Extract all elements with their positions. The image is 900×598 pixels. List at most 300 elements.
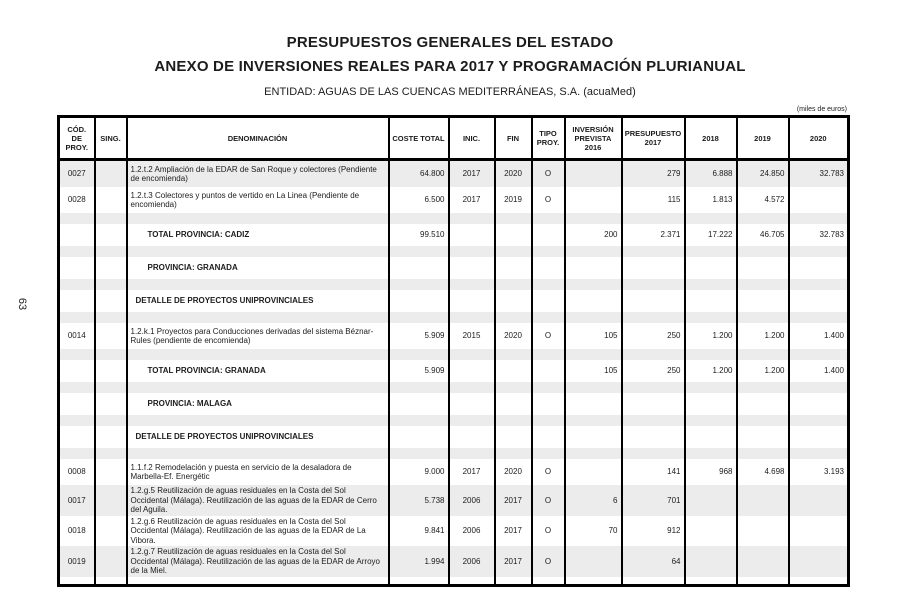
cell-denominacion: 1.1.f.2 Remodelación y puesta en servicio de la desaladora de Marbella-Ef. Energétic [127,459,389,485]
cell-cod-proy [59,448,95,459]
cell-fin: 2017 [495,485,532,516]
cell-coste-total [389,257,449,279]
cell-cod-proy [59,279,95,290]
cell-2020 [789,393,849,415]
cell-2018 [685,393,737,415]
cell-cod-proy [59,224,95,246]
cell-2019: 24.850 [737,160,789,188]
cell-inversion-2016 [565,187,622,213]
table-row [59,459,849,485]
cell-denominacion [127,312,389,323]
cell-presupuesto-2017 [622,312,685,323]
cell-inic: 2006 [449,485,495,516]
cell-tipo-proy [532,290,565,312]
cell-tipo-proy: O [532,516,565,547]
cell-denominacion: 1.2.g.7 Reutilización de aguas residuales en la Costa del Sol Occidental (Málaga). Reutilización de las aguas de la EDAR de Arroyo de la Miel. [127,546,389,577]
cell-cod-proy: 0019 [59,546,95,577]
cell-inversion-2016 [565,382,622,393]
cell-coste-total: 5.909 [389,360,449,382]
cell-presupuesto-2017: 2.371 [622,224,685,246]
cell-inic [449,415,495,426]
cell-tipo-proy [532,448,565,459]
cell-2018: 1.813 [685,187,737,213]
cell-inversion-2016 [565,312,622,323]
cell-denominacion: DETALLE DE PROYECTOS UNIPROVINCIALES [127,426,389,448]
cell-presupuesto-2017 [622,426,685,448]
cell-denominacion [127,279,389,290]
cell-2018 [685,577,737,586]
cell-cod-proy [59,382,95,393]
cell-cod-proy [59,246,95,257]
cell-cod-proy [59,577,95,586]
cell-tipo-proy: O [532,459,565,485]
cell-2020 [789,290,849,312]
cell-presupuesto-2017 [622,279,685,290]
cell-inic: 2017 [449,187,495,213]
cell-inversion-2016 [565,290,622,312]
cell-coste-total [389,415,449,426]
cell-2018 [685,448,737,459]
cell-sing [95,426,127,448]
cell-denominacion [127,382,389,393]
column-header: 2020 [789,117,849,160]
column-header: SING. [95,117,127,160]
cell-presupuesto-2017 [622,246,685,257]
cell-2018 [685,290,737,312]
cell-2018 [685,257,737,279]
cell-2020 [789,516,849,547]
cell-fin [495,224,532,246]
cell-2019 [737,426,789,448]
cell-inic [449,290,495,312]
cell-inversion-2016 [565,459,622,485]
cell-2019 [737,577,789,586]
cell-inversion-2016 [565,546,622,577]
table-row [59,323,849,349]
cell-2018: 968 [685,459,737,485]
cell-coste-total [389,290,449,312]
cell-sing [95,349,127,360]
table-row [59,485,849,516]
cell-tipo-proy: O [532,323,565,349]
cell-presupuesto-2017 [622,290,685,312]
cell-2019 [737,393,789,415]
table-row [59,516,849,547]
column-header: FIN [495,117,532,160]
cell-sing [95,323,127,349]
cell-sing [95,546,127,577]
cell-sing [95,448,127,459]
cell-2020 [789,382,849,393]
cell-tipo-proy [532,426,565,448]
cell-sing [95,160,127,188]
cell-coste-total [389,279,449,290]
cell-denominacion: 1.2.t.2 Ampliación de la EDAR de San Roque y colectores (Pendiente de encomienda) [127,160,389,188]
cell-tipo-proy [532,257,565,279]
cell-coste-total: 9.841 [389,516,449,547]
cell-tipo-proy: O [532,160,565,188]
cell-presupuesto-2017 [622,257,685,279]
cell-2020 [789,577,849,586]
cell-fin [495,257,532,279]
cell-cod-proy [59,349,95,360]
cell-sing [95,516,127,547]
cell-fin [495,312,532,323]
cell-2019: 4.572 [737,187,789,213]
cell-cod-proy [59,393,95,415]
cell-sing [95,360,127,382]
cell-cod-proy: 0017 [59,485,95,516]
cell-denominacion: TOTAL PROVINCIA: CADIZ [127,224,389,246]
cell-coste-total [389,312,449,323]
cell-denominacion: 1.2.t.3 Colectores y puntos de vertido en La Linea (Pendiente de encomienda) [127,187,389,213]
table-row [59,224,849,246]
cell-tipo-proy: O [532,546,565,577]
cell-presupuesto-2017 [622,349,685,360]
cell-2020 [789,349,849,360]
cell-2019 [737,213,789,224]
cell-inversion-2016: 105 [565,323,622,349]
column-header: 2018 [685,117,737,160]
cell-inversion-2016: 6 [565,485,622,516]
cell-2019 [737,257,789,279]
cell-2020 [789,213,849,224]
cell-tipo-proy [532,415,565,426]
cell-coste-total: 5.738 [389,485,449,516]
cell-2019 [737,516,789,547]
cell-fin [495,360,532,382]
cell-2018 [685,349,737,360]
column-header: 2019 [737,117,789,160]
cell-2020 [789,187,849,213]
cell-sing [95,257,127,279]
cell-presupuesto-2017: 141 [622,459,685,485]
cell-tipo-proy [532,279,565,290]
cell-fin [495,426,532,448]
cell-inversion-2016 [565,279,622,290]
cell-sing [95,290,127,312]
cell-2020 [789,485,849,516]
cell-presupuesto-2017: 912 [622,516,685,547]
cell-denominacion [127,349,389,360]
cell-2019: 4.698 [737,459,789,485]
cell-fin: 2017 [495,516,532,547]
cell-2020: 1.400 [789,323,849,349]
cell-presupuesto-2017: 250 [622,323,685,349]
cell-sing [95,485,127,516]
cell-inic [449,448,495,459]
cell-denominacion: PROVINCIA: GRANADA [127,257,389,279]
cell-2019 [737,546,789,577]
cell-tipo-proy [532,393,565,415]
cell-denominacion [127,448,389,459]
cell-2018 [685,415,737,426]
cell-inversion-2016: 200 [565,224,622,246]
cell-fin: 2020 [495,323,532,349]
entity-line: ENTIDAD: AGUAS DE LAS CUENCAS MEDITERRÁNEAS, S.A. (acuaMed) [264,86,636,98]
cell-inic: 2017 [449,160,495,188]
cell-cod-proy [59,257,95,279]
cell-inic [449,426,495,448]
cell-coste-total: 6.500 [389,187,449,213]
cell-coste-total [389,382,449,393]
cell-2018: 1.200 [685,323,737,349]
cell-coste-total [389,426,449,448]
table-row [59,187,849,213]
table-row [59,213,849,224]
cell-denominacion [127,577,389,586]
cell-presupuesto-2017 [622,382,685,393]
cell-coste-total: 1.994 [389,546,449,577]
cell-2020 [789,312,849,323]
table-row [59,312,849,323]
cell-denominacion: TOTAL PROVINCIA: GRANADA [127,360,389,382]
cell-2018 [685,382,737,393]
cell-2019 [737,448,789,459]
cell-denominacion: PROVINCIA: MALAGA [127,393,389,415]
cell-inversion-2016 [565,246,622,257]
cell-sing [95,279,127,290]
cell-denominacion: 1.2.g.6 Reutilización de aguas residuales en la Costa del Sol Occidental (Málaga). Reutilización de las aguas de la EDAR de La Vibora. [127,516,389,547]
cell-presupuesto-2017: 701 [622,485,685,516]
cell-presupuesto-2017: 279 [622,160,685,188]
cell-fin: 2019 [495,187,532,213]
cell-tipo-proy [532,349,565,360]
cell-fin [495,213,532,224]
cell-2018 [685,485,737,516]
cell-presupuesto-2017: 115 [622,187,685,213]
cell-2018: 1.200 [685,360,737,382]
cell-fin [495,290,532,312]
table-row [59,279,849,290]
cell-2018: 17.222 [685,224,737,246]
cell-2019 [737,279,789,290]
cell-inic: 2015 [449,323,495,349]
cell-2019 [737,415,789,426]
cell-sing [95,213,127,224]
cell-presupuesto-2017 [622,393,685,415]
cell-tipo-proy [532,577,565,586]
cell-coste-total: 9.000 [389,459,449,485]
cell-tipo-proy [532,213,565,224]
cell-coste-total [389,213,449,224]
cell-sing [95,312,127,323]
table-row [59,246,849,257]
cell-2020: 1.400 [789,360,849,382]
table-row [59,577,849,586]
cell-inic [449,312,495,323]
cell-2019: 1.200 [737,323,789,349]
cell-2018: 6.888 [685,160,737,188]
cell-sing [95,246,127,257]
cell-presupuesto-2017 [622,213,685,224]
cell-inic [449,246,495,257]
cell-sing [95,577,127,586]
table-row [59,160,849,188]
cell-2020: 32.783 [789,224,849,246]
cell-2019 [737,485,789,516]
cell-2018 [685,516,737,547]
cell-coste-total: 99.510 [389,224,449,246]
table-row [59,393,849,415]
cell-tipo-proy [532,224,565,246]
column-header: INIC. [449,117,495,160]
cell-presupuesto-2017 [622,577,685,586]
cell-denominacion [127,246,389,257]
table-row [59,290,849,312]
cell-fin [495,349,532,360]
cell-presupuesto-2017 [622,415,685,426]
cell-tipo-proy [532,382,565,393]
cell-fin [495,382,532,393]
cell-2019: 46.705 [737,224,789,246]
cell-denominacion: 1.2.g.5 Reutilización de aguas residuales en la Costa del Sol Occidental (Málaga). Reutilización de las aguas de la EDAR de Cerro del Aguila. [127,485,389,516]
table-row [59,360,849,382]
cell-inic: 2006 [449,546,495,577]
cell-inic [449,257,495,279]
cell-tipo-proy [532,360,565,382]
cell-tipo-proy [532,246,565,257]
cell-2020 [789,546,849,577]
cell-sing [95,382,127,393]
cell-2020: 3.193 [789,459,849,485]
cell-tipo-proy [532,312,565,323]
cell-2020 [789,448,849,459]
cell-2018 [685,426,737,448]
cell-2018 [685,213,737,224]
cell-inic [449,393,495,415]
cell-inic [449,279,495,290]
column-header: COSTE TOTAL [389,117,449,160]
document-subtitle: ANEXO DE INVERSIONES REALES PARA 2017 Y PROGRAMACIÓN PLURIANUAL [154,58,746,75]
cell-fin [495,448,532,459]
cell-denominacion: 1.2.k.1 Proyectos para Conducciones derivadas del sistema Béznar-Rules (pendiente de encomienda) [127,323,389,349]
cell-fin: 2020 [495,459,532,485]
table-row [59,415,849,426]
cell-fin [495,279,532,290]
cell-2020: 32.783 [789,160,849,188]
cell-inic [449,349,495,360]
budget-table [57,115,850,587]
cell-fin: 2020 [495,160,532,188]
column-header: TIPO PROY. [532,117,565,160]
cell-presupuesto-2017 [622,448,685,459]
cell-cod-proy [59,426,95,448]
cell-cod-proy [59,360,95,382]
table-row [59,257,849,279]
table-row [59,349,849,360]
cell-fin [495,393,532,415]
cell-cod-proy: 0008 [59,459,95,485]
cell-inversion-2016: 105 [565,360,622,382]
cell-coste-total [389,246,449,257]
table-row [59,382,849,393]
cell-inversion-2016: 70 [565,516,622,547]
column-header: PRESUPUESTO 2017 [622,117,685,160]
table-header-row [59,117,849,160]
document-header [0,0,900,98]
table-row [59,448,849,459]
cell-cod-proy: 0027 [59,160,95,188]
cell-tipo-proy: O [532,187,565,213]
cell-cod-proy [59,290,95,312]
column-header: DENOMINACIÓN [127,117,389,160]
cell-coste-total [389,349,449,360]
cell-2020 [789,246,849,257]
cell-inversion-2016 [565,160,622,188]
cell-inversion-2016 [565,577,622,586]
cell-inversion-2016 [565,415,622,426]
units-note: (miles de euros) [796,106,847,113]
cell-sing [95,224,127,246]
cell-inic: 2017 [449,459,495,485]
column-header: INVERSIÓN PREVISTA 2016 [565,117,622,160]
cell-fin [495,577,532,586]
cell-inic [449,577,495,586]
cell-cod-proy [59,415,95,426]
cell-2019 [737,290,789,312]
table-row [59,426,849,448]
cell-presupuesto-2017: 64 [622,546,685,577]
cell-sing [95,187,127,213]
cell-inic: 2006 [449,516,495,547]
cell-coste-total [389,393,449,415]
cell-inic [449,213,495,224]
cell-inversion-2016 [565,349,622,360]
cell-2019 [737,349,789,360]
cell-denominacion [127,415,389,426]
cell-cod-proy [59,312,95,323]
cell-inversion-2016 [565,213,622,224]
cell-inversion-2016 [565,448,622,459]
cell-2020 [789,257,849,279]
cell-2018 [685,246,737,257]
cell-inversion-2016 [565,426,622,448]
page-number: 63 [16,297,29,311]
cell-cod-proy: 0018 [59,516,95,547]
cell-inic [449,224,495,246]
cell-presupuesto-2017: 250 [622,360,685,382]
cell-coste-total [389,577,449,586]
document-title: PRESUPUESTOS GENERALES DEL ESTADO [286,34,614,51]
cell-sing [95,415,127,426]
cell-2020 [789,415,849,426]
column-header: CÓD. DE PROY. [59,117,95,160]
cell-inic [449,382,495,393]
cell-fin [495,415,532,426]
cell-cod-proy [59,213,95,224]
cell-2019 [737,312,789,323]
cell-inic [449,360,495,382]
cell-cod-proy: 0028 [59,187,95,213]
cell-2018 [685,546,737,577]
cell-cod-proy: 0014 [59,323,95,349]
cell-fin: 2017 [495,546,532,577]
cell-2020 [789,279,849,290]
cell-inversion-2016 [565,257,622,279]
cell-sing [95,459,127,485]
cell-2020 [789,426,849,448]
cell-2019 [737,382,789,393]
cell-2019 [737,246,789,257]
cell-2018 [685,279,737,290]
cell-fin [495,246,532,257]
cell-2019: 1.200 [737,360,789,382]
cell-coste-total: 5.909 [389,323,449,349]
cell-tipo-proy: O [532,485,565,516]
cell-sing [95,393,127,415]
cell-denominacion [127,213,389,224]
